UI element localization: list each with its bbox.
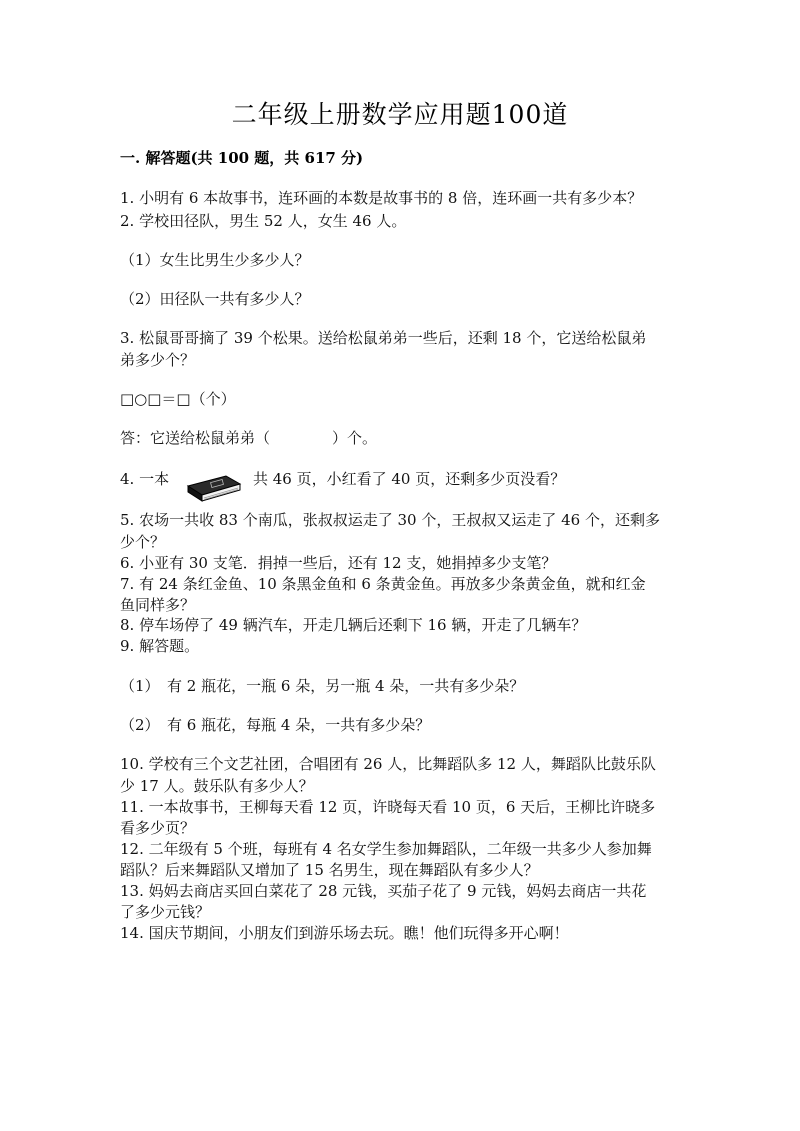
question-9-part-2: （2） 有 6 瓶花，每瓶 4 朵，一共有多少朵？ [120, 716, 431, 734]
question-9: 9. 解答题。 [120, 637, 200, 655]
question-7-line-2: 鱼同样多？ [120, 596, 196, 614]
question-4-start: 4. 一本 [120, 470, 170, 488]
answer-prefix: 答：它送给松鼠弟弟（ [120, 429, 271, 447]
question-2-part-1: （1）女生比男生少多少人？ [120, 251, 310, 269]
question-13-line-2: 了多少元钱？ [120, 903, 211, 921]
question-11-line-1: 11. 一本故事书，王柳每天看 12 页，许晓每天看 10 页，6 天后，王柳比许晓多 [120, 798, 656, 816]
question-5-line-2: 少个？ [120, 533, 166, 551]
question-4-end: 共 46 页，小红看了 40 页，还剩多少页没看？ [253, 470, 566, 488]
question-7-line-1: 7. 有 24 条红金鱼、10 条黑金鱼和 6 条黄金鱼。再放多少条黄金鱼，就和红金 [120, 575, 646, 593]
question-14: 14. 国庆节期间，小朋友们到游乐场去玩。瞧！他们玩得多开心啊！ [120, 924, 569, 942]
question-1: 1. 小明有 6 本故事书，连环画的本数是故事书的 8 倍，连环画一共有多少本？ [120, 189, 643, 207]
question-5-line-1: 5. 农场一共收 83 个南瓜，张叔叔运走了 30 个，王叔叔又运走了 46 个，还剩多 [120, 511, 660, 529]
book-icon [186, 468, 242, 504]
answer-suffix: ）个。 [332, 429, 378, 447]
question-3-line-2: 弟多少个？ [120, 351, 196, 369]
question-2-part-2: （2）田径队一共有多少人？ [120, 290, 310, 308]
question-12-line-2: 蹈队？后来舞蹈队又增加了 15 名男生，现在舞蹈队有多少人？ [120, 861, 539, 879]
question-10-line-2: 少 17 人。鼓乐队有多少人？ [120, 777, 314, 795]
equation-template: □○□＝□（个） [120, 390, 236, 408]
question-12-line-1: 12. 二年级有 5 个班，每班有 4 名女学生参加舞蹈队，二年级一共多少人参加舞 [120, 840, 652, 858]
question-11-line-2: 看多少页？ [120, 819, 196, 837]
question-8: 8. 停车场停了 49 辆汽车，开走几辆后还剩下 16 辆，开走了几辆车？ [120, 616, 587, 634]
page-title: 二年级上册数学应用题100道 [231, 100, 569, 129]
question-6: 6. 小亚有 30 支笔．捐掉一些后，还有 12 支，她捐掉多少支笔？ [120, 554, 557, 572]
answer-line [120, 427, 377, 448]
question-13-line-1: 13. 妈妈去商店买回白菜花了 28 元钱，买茄子花了 9 元钱，妈妈去商店一共花 [120, 882, 647, 900]
question-2: 2. 学校田径队，男生 52 人，女生 46 人。 [120, 212, 407, 230]
question-9-part-1: （1） 有 2 瓶花，一瓶 6 朵，另一瓶 4 朵，一共有多少朵？ [120, 677, 525, 695]
section-heading: 一. 解答题(共 100 题，共 617 分) [120, 149, 364, 167]
question-3-line-1: 3. 松鼠哥哥摘了 39 个松果。送给松鼠弟弟一些后，还剩 18 个，它送给松鼠弟 [120, 329, 647, 347]
question-10-line-1: 10. 学校有三个文艺社团，合唱团有 26 人，比舞蹈队多 12 人，舞蹈队比鼓乐队 [120, 755, 656, 773]
